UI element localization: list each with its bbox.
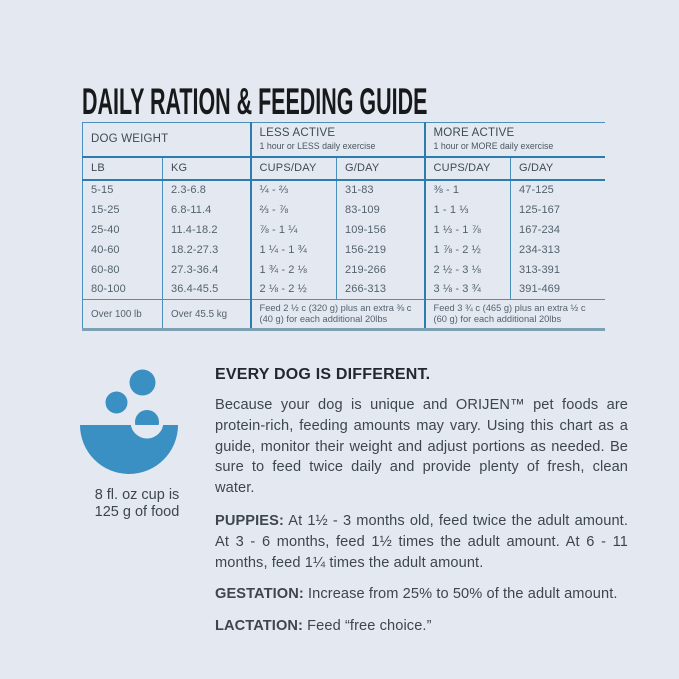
- cell-lb: 25-40: [83, 220, 163, 240]
- group-label: LESS ACTIVE: [259, 127, 336, 140]
- col-header-lb: LB: [83, 157, 163, 180]
- gestation-label: GESTATION:: [215, 586, 304, 603]
- puppies-text: At 1½ - 3 months old, feed twice the adult amount. At 3 - 6 months, feed 1½ times the adult amount. At 6 - 11 months, feed 1¼ times the adult amount.: [215, 512, 628, 571]
- cell-g-more: 167-234: [511, 220, 605, 240]
- cell-cups-less: ¼ - ⅔: [251, 180, 337, 200]
- table-group-header-row: [83, 123, 605, 157]
- cell-kg: 36.4-45.5: [163, 280, 251, 300]
- table-row: [83, 240, 605, 260]
- cell-lb: 5-15: [83, 180, 163, 200]
- cell-g-more: 125-167: [511, 200, 605, 220]
- group-header-less-active: [251, 123, 425, 157]
- col-header-cups-more: CUPS/DAY: [425, 157, 511, 180]
- puppies-note: [215, 511, 628, 573]
- info-paragraph: Because your dog is unique and ORIJEN™ pet foods are protein-rich, feeding amounts may vary. Using this chart as a guide, monitor their weight and adjust portions as needed. Be sure to feed twice daily and provide plenty of fresh, clean water.: [215, 397, 628, 497]
- cell-cups-less: ⅞ - 1 ¼: [251, 220, 337, 240]
- table-footer-row: [83, 300, 605, 330]
- cell-lb: 80-100: [83, 280, 163, 300]
- cell-g-less: 109-156: [337, 220, 425, 240]
- table-row: [83, 180, 605, 200]
- cell-cups-more: 2 ½ - 3 ⅛: [425, 260, 511, 280]
- cell-cups-more: 1 ⅓ - 1 ⅞: [425, 220, 511, 240]
- footer-cell-less-active: Feed 2 ½ c (320 g) plus an extra ⅜ c (40 g) for each additional 20lbs: [251, 300, 425, 330]
- cup-note-line2: 125 g of food: [94, 504, 180, 520]
- footer-cell-more-active: Feed 3 ¾ c (465 g) plus an extra ½ c (60 g) for each additional 20lbs: [425, 300, 605, 330]
- cell-kg: 2.3-6.8: [163, 180, 251, 200]
- cell-kg: 18.2-27.3: [163, 240, 251, 260]
- page-title: DAILY RATION & FEEDING GUIDE: [82, 81, 428, 122]
- cell-kg: 6.8-11.4: [163, 200, 251, 220]
- cell-cups-more: 1 ⅞ - 2 ½: [425, 240, 511, 260]
- cell-cups-more: 1 - 1 ⅓: [425, 200, 511, 220]
- col-header-cups-less: CUPS/DAY: [251, 157, 337, 180]
- cell-g-less: 219-266: [337, 260, 425, 280]
- info-heading: EVERY DOG IS DIFFERENT.: [215, 366, 431, 383]
- cell-g-more: 47-125: [511, 180, 605, 200]
- cell-cups-less: 1 ¾ - 2 ⅛: [251, 260, 337, 280]
- cell-g-more: 391-469: [511, 280, 605, 300]
- col-header-kg: KG: [163, 157, 251, 180]
- cell-lb: 60-80: [83, 260, 163, 280]
- table-row: [83, 260, 605, 280]
- info-section: [215, 366, 628, 648]
- cell-cups-less: 1 ¼ - 1 ¾: [251, 240, 337, 260]
- group-sublabel: 1 hour or MORE daily exercise: [433, 141, 554, 152]
- cell-cups-more: ⅜ - 1: [425, 180, 511, 200]
- cell-g-less: 156-219: [337, 240, 425, 260]
- cell-g-less: 83-109: [337, 200, 425, 220]
- cell-cups-more: 3 ⅛ - 3 ¾: [425, 280, 511, 300]
- footer-cell-lb: Over 100 lb: [83, 300, 163, 330]
- cell-kg: 11.4-18.2: [163, 220, 251, 240]
- cell-kg: 27.3-36.4: [163, 260, 251, 280]
- gestation-text: Increase from 25% to 50% of the adult amount.: [303, 586, 618, 603]
- group-sublabel: 1 hour or LESS daily exercise: [259, 141, 376, 152]
- lactation-label: LACTATION:: [215, 618, 303, 635]
- cell-lb: 15-25: [83, 200, 163, 220]
- col-header-g-more: G/DAY: [511, 157, 605, 180]
- lactation-note: [215, 616, 628, 637]
- group-label: MORE ACTIVE: [433, 127, 515, 140]
- cell-g-more: 234-313: [511, 240, 605, 260]
- group-header-more-active: [425, 123, 605, 157]
- footer-cell-kg: Over 45.5 kg: [163, 300, 251, 330]
- lactation-text: Feed “free choice.”: [303, 618, 432, 635]
- table-row: [83, 280, 605, 300]
- table-row: [83, 220, 605, 240]
- feeding-table: [82, 122, 605, 331]
- cell-cups-less: 2 ⅛ - 2 ½: [251, 280, 337, 300]
- puppies-label: PUPPIES:: [215, 512, 284, 529]
- cup-measure-note: [76, 487, 198, 521]
- table-column-header-row: [83, 157, 605, 180]
- group-label: DOG WEIGHT: [91, 133, 169, 146]
- gestation-note: [215, 584, 628, 605]
- group-header-dog-weight: [83, 123, 251, 157]
- cup-note-line1: 8 fl. oz cup is: [94, 487, 180, 503]
- cell-cups-less: ⅔ - ⅞: [251, 200, 337, 220]
- cell-g-more: 313-391: [511, 260, 605, 280]
- cell-g-less: 266-313: [337, 280, 425, 300]
- cell-g-less: 31-83: [337, 180, 425, 200]
- food-bowl-icon: [79, 360, 195, 480]
- col-header-g-less: G/DAY: [337, 157, 425, 180]
- cell-lb: 40-60: [83, 240, 163, 260]
- table-row: [83, 200, 605, 220]
